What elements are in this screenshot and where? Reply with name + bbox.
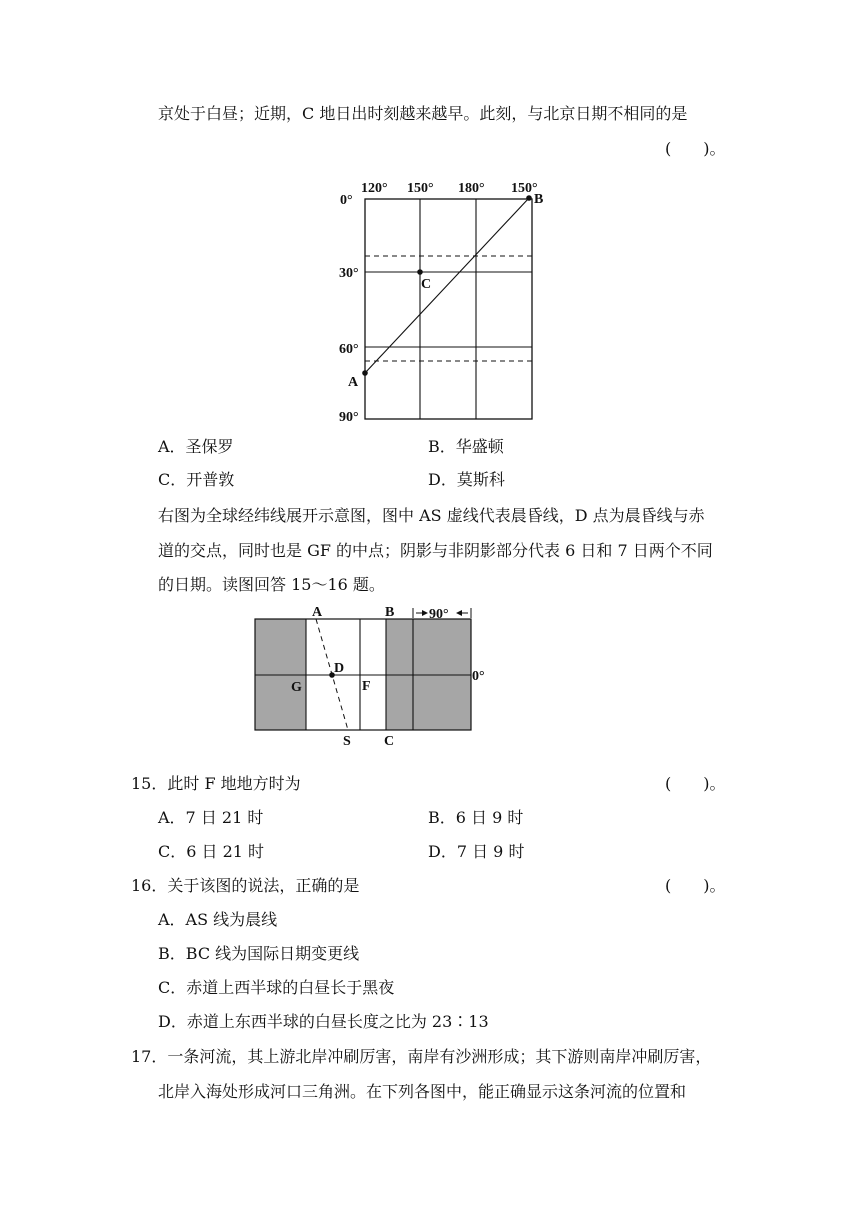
q16-answer-paren: ( )。 — [665, 876, 726, 895]
paragraph-line-1: 右图为全球经纬线展开示意图，图中 AS 虚线代表晨昏线，D 点为晨昏线与赤 — [158, 506, 705, 525]
q15-option-d: D．7 日 9 时 — [428, 842, 525, 861]
lon-label-150: 150° — [407, 181, 434, 196]
label-c: C — [421, 277, 432, 292]
q16-stem: 16．关于该图的说法，正确的是 — [131, 876, 360, 895]
paragraph-line-2: 道的交点，同时也是 GF 的中点；阴影与非阴影部分代表 6 日和 7 日两个不同 — [158, 541, 713, 560]
point-c — [417, 269, 423, 275]
q15-answer-paren: ( )。 — [665, 774, 726, 793]
grid-frame — [365, 199, 532, 419]
point-a — [362, 370, 368, 376]
q15-option-a: A．7 日 21 时 — [158, 808, 264, 827]
label-c: C — [384, 734, 395, 749]
q14-option-d: D．莫斯科 — [428, 470, 505, 489]
label-b: B — [534, 192, 544, 207]
q16-option-a: A．AS 线为晨线 — [158, 910, 278, 929]
lon-label-150-east: 150° — [511, 181, 538, 196]
q14-option-b: B．华盛顿 — [428, 437, 504, 456]
q17-line-1: 17．一条河流，其上游北岸冲刷厉害，南岸有沙洲形成；其下游则南岸冲刷厉害， — [131, 1047, 712, 1066]
q17-line-2: 北岸入海处形成河口三角洲。在下列各图中，能正确显示这条河流的位置和 — [158, 1082, 687, 1101]
label-d: D — [334, 661, 345, 676]
intro-continuation: 京处于白昼；近期，C 地日出时刻越来越早。此刻，与北京日期不相同的是 — [158, 104, 688, 123]
q16-option-c: C．赤道上西半球的白昼长于黑夜 — [158, 978, 395, 997]
q15-option-b: B．6 日 9 时 — [428, 808, 524, 827]
lat-label-30: 30° — [339, 266, 359, 281]
lon-label-180: 180° — [458, 181, 485, 196]
paragraph-line-3: 的日期。读图回答 15～16 题。 — [158, 575, 385, 594]
lat-label-90: 90° — [339, 410, 359, 425]
lon-label-120: 120° — [361, 181, 388, 196]
span-label: 90° — [429, 607, 449, 622]
label-a: A — [348, 375, 359, 390]
lat-label-60: 60° — [339, 342, 359, 357]
q15-option-c: C．6 日 21 时 — [158, 842, 265, 861]
label-f: F — [362, 679, 371, 694]
q16-option-b: B．BC 线为国际日期变更线 — [158, 944, 360, 963]
figure-grid-diagram — [330, 175, 550, 430]
label-equator: 0° — [472, 669, 485, 684]
label-b: B — [385, 605, 395, 620]
q15-stem: 15．此时 F 地地方时为 — [131, 774, 301, 793]
q14-option-a: A．圣保罗 — [158, 437, 234, 456]
q14-answer-paren: ( )。 — [665, 139, 726, 158]
label-g: G — [291, 680, 302, 695]
lat-label-0: 0° — [340, 193, 353, 208]
point-b — [526, 195, 532, 201]
label-s: S — [343, 734, 351, 749]
figure-date-diagram — [250, 602, 500, 752]
q14-option-c: C．开普敦 — [158, 470, 235, 489]
q16-option-d: D．赤道上东西半球的白昼长度之比为 23∶13 — [158, 1012, 489, 1031]
label-a: A — [312, 605, 323, 620]
